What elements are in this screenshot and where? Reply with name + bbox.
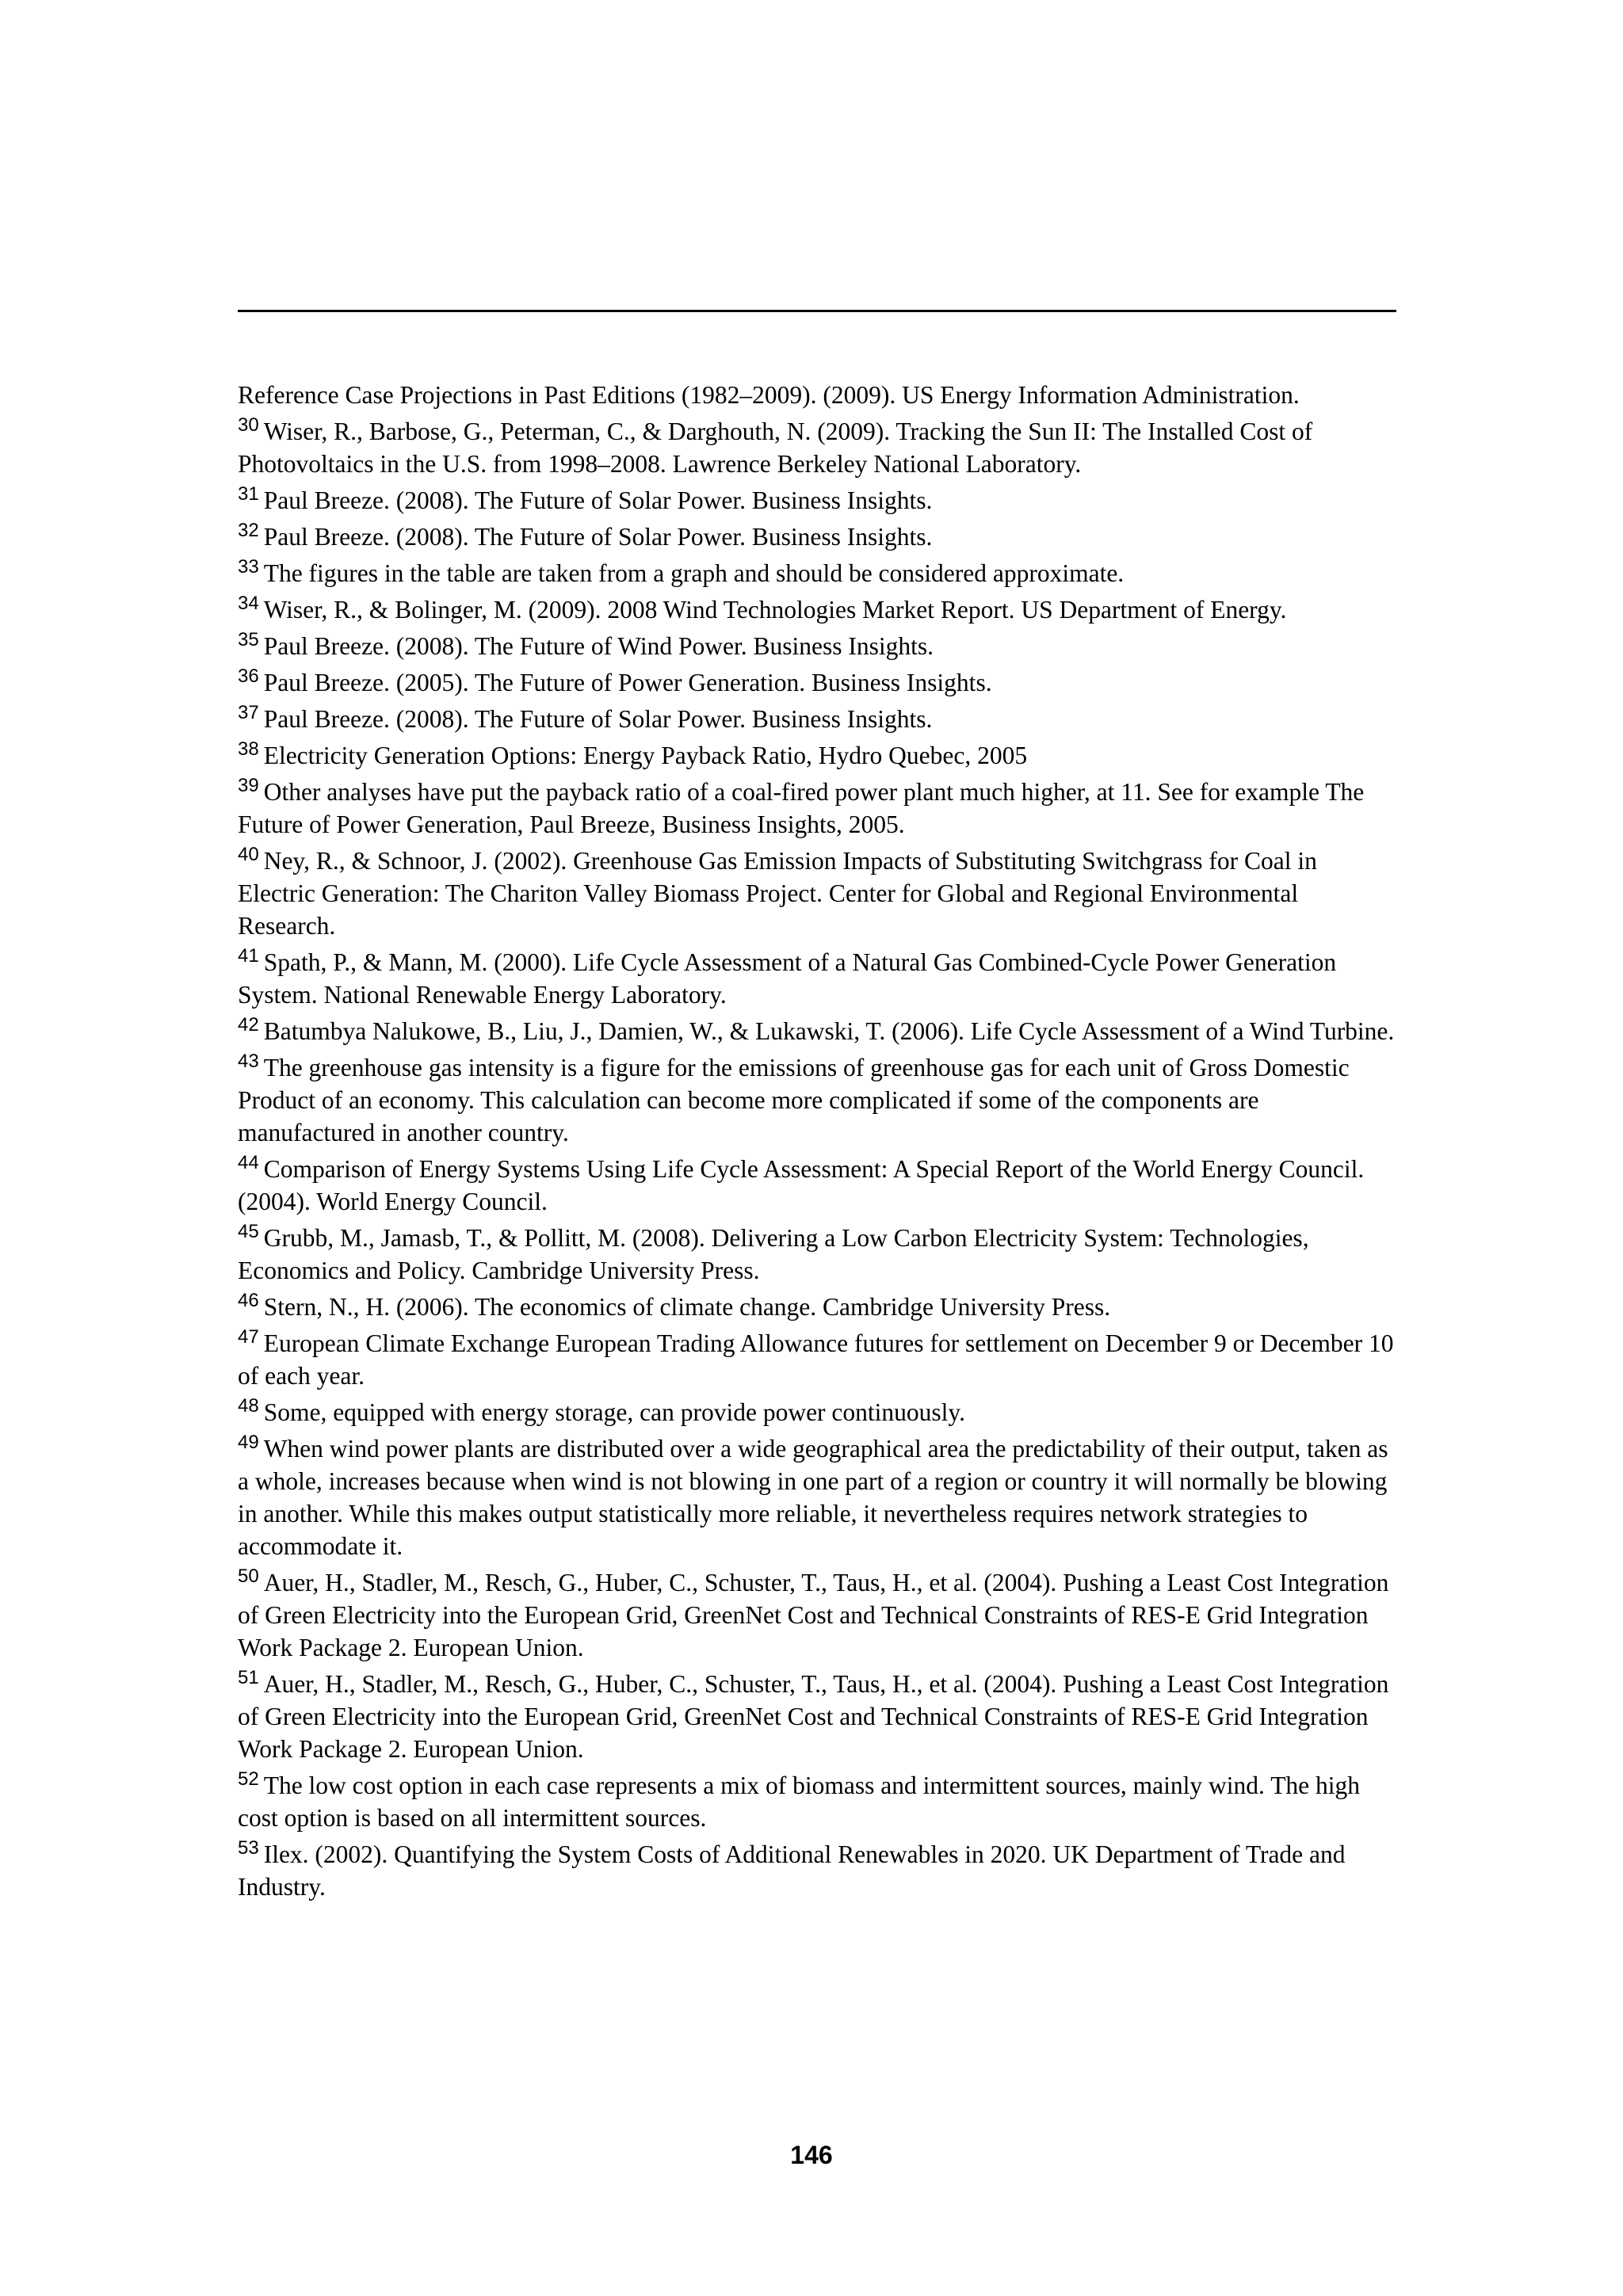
footnote-number: 53 (238, 1836, 259, 1859)
footnote-number: 47 (238, 1325, 259, 1348)
footnote-number: 33 (238, 555, 259, 578)
footnote-number: 31 (238, 482, 259, 505)
footnote-text: When wind power plants are distributed over a wide geographical area the predictability of their output, taken as a whole, increases because when wind is not blowing in one part of a region or country it will normally be blowing in another. While this makes output statistically more reliable, it nevertheless requires network strategies to accommodate it. (238, 1435, 1388, 1560)
footnote-text: Paul Breeze. (2008). The Future of Wind Power. Business Insights. (263, 632, 934, 660)
footnote-37 (238, 703, 1396, 735)
footnote-49 (238, 1432, 1396, 1562)
footnote-text: Spath, P., & Mann, M. (2000). Life Cycle Assessment of a Natural Gas Combined-Cycle Power Generation System. National Renewable Energy Laboratory. (238, 948, 1337, 1009)
footnote-33 (238, 557, 1396, 589)
footnote-number: 32 (238, 519, 259, 541)
footnote-text: Paul Breeze. (2008). The Future of Solar Power. Business Insights. (263, 705, 933, 733)
footnote-51 (238, 1668, 1396, 1765)
footnote-text: The greenhouse gas intensity is a figure for the emissions of greenhouse gas for each unit of Gross Domestic Product of an economy. This calculation can become more complicated if some of the components are manufactured in another country. (238, 1054, 1350, 1146)
footnote-number: 45 (238, 1220, 259, 1242)
footnote-34 (238, 593, 1396, 626)
footnote-number: 39 (238, 774, 259, 796)
footnote-43 (238, 1051, 1396, 1149)
footnote-text: Paul Breeze. (2008). The Future of Solar Power. Business Insights. (263, 523, 933, 551)
footnote-text: Comparison of Energy Systems Using Life Cycle Assessment: A Special Report of the World Energy Council. (2004). World Energy Council. (238, 1155, 1365, 1215)
footnote-number: 30 (238, 414, 259, 436)
footnote-number: 34 (238, 592, 259, 614)
footnote-50 (238, 1566, 1396, 1664)
footnote-48 (238, 1396, 1396, 1428)
footnote-text: Electricity Generation Options: Energy Payback Ratio, Hydro Quebec, 2005 (263, 742, 1028, 769)
footnote-52 (238, 1769, 1396, 1834)
footnote-number: 36 (238, 665, 259, 687)
footnote-number: 46 (238, 1289, 259, 1311)
footnote-text: Ilex. (2002). Quantifying the System Costs of Additional Renewables in 2020. UK Department of Trade and Industry. (238, 1840, 1346, 1901)
footnote-number: 41 (238, 944, 259, 967)
footnote-text: Wiser, R., & Bolinger, M. (2009). 2008 Wind Technologies Market Report. US Department of Energy. (263, 596, 1287, 624)
footnote-35 (238, 630, 1396, 662)
footnote-40 (238, 845, 1396, 942)
footnote-number: 48 (238, 1394, 259, 1417)
footnote-41 (238, 946, 1396, 1011)
footnote-text: Some, equipped with energy storage, can provide power continuously. (263, 1398, 965, 1426)
footnote-text: Paul Breeze. (2005). The Future of Power Generation. Business Insights. (263, 669, 992, 696)
footnote-text: Batumbya Nalukowe, B., Liu, J., Damien, W., & Lukawski, T. (2006). Life Cycle Assessment of a Wind Turbine. (263, 1017, 1395, 1045)
footnote-30 (238, 415, 1396, 480)
footnote-number: 42 (238, 1013, 259, 1035)
footnote-list (238, 415, 1396, 1903)
footnote-text: Auer, H., Stadler, M., Resch, G., Huber, C., Schuster, T., Taus, H., et al. (2004). Pushing a Least Cost Integration of Green Electricity into the European Grid, GreenNet Cost and Technical Constraints of RES-E Grid Integration Work Package 2. European Union. (238, 1569, 1389, 1661)
footnote-46 (238, 1291, 1396, 1323)
footnotes-section (238, 379, 1396, 1907)
footnote-number: 51 (238, 1666, 259, 1688)
footnote-number: 52 (238, 1768, 259, 1790)
footnote-text: Stern, N., H. (2006). The economics of climate change. Cambridge University Press. (263, 1293, 1111, 1321)
footnote-text: Other analyses have put the payback ratio of a coal-fired power plant much higher, at 11. See for example The Future of Power Generation, Paul Breeze, Business Insights, 2005. (238, 778, 1365, 838)
footnote-text: Paul Breeze. (2008). The Future of Solar Power. Business Insights. (263, 486, 933, 514)
footnote-36 (238, 666, 1396, 699)
footnote-number: 49 (238, 1431, 259, 1453)
page-number: 146 (790, 2141, 833, 2169)
footnote-text: European Climate Exchange European Trading Allowance futures for settlement on December 9 or December 10 of each year. (238, 1329, 1394, 1390)
footnote-number: 44 (238, 1151, 259, 1173)
footnote-text: The figures in the table are taken from a graph and should be considered approximate. (263, 559, 1125, 587)
footnote-number: 40 (238, 843, 259, 865)
footnote-45 (238, 1222, 1396, 1287)
footnote-number: 35 (238, 628, 259, 650)
footnote-number: 38 (238, 738, 259, 760)
footnote-continuation: Reference Case Projections in Past Editions (1982–2009). (2009). US Energy Information Administration. (238, 381, 1300, 409)
footnote-32 (238, 521, 1396, 553)
footnote-38 (238, 739, 1396, 772)
footnote-text: Auer, H., Stadler, M., Resch, G., Huber, C., Schuster, T., Taus, H., et al. (2004). Pushing a Least Cost Integration of Green Electricity into the European Grid, GreenNet Cost and Technical Constraints of RES-E Grid Integration Work Package 2. European Union. (238, 1670, 1389, 1763)
footnote-31 (238, 484, 1396, 517)
footnote-text: The low cost option in each case represents a mix of biomass and intermittent sources, mainly wind. The high cost option is based on all intermittent sources. (238, 1772, 1361, 1832)
footnote-number: 50 (238, 1565, 259, 1587)
footnote-44 (238, 1153, 1396, 1218)
footnote-47 (238, 1327, 1396, 1392)
footnote-number: 37 (238, 701, 259, 723)
footnote-42 (238, 1015, 1396, 1047)
footnote-text: Grubb, M., Jamasb, T., & Pollitt, M. (2008). Delivering a Low Carbon Electricity System: Technologies, Economics and Policy. Cambridge University Press. (238, 1224, 1309, 1284)
footnote-number: 43 (238, 1050, 259, 1072)
footnote-53 (238, 1838, 1396, 1903)
footnote-text: Ney, R., & Schnoor, J. (2002). Greenhouse Gas Emission Impacts of Substituting Switchgrass for Coal in Electric Generation: The Chariton Valley Biomass Project. Center for Global and Regional Environmental Research. (238, 847, 1317, 940)
footnote-39 (238, 776, 1396, 841)
footnote-separator-rule (238, 310, 1396, 312)
footnote-text: Wiser, R., Barbose, G., Peterman, C., & Darghouth, N. (2009). Tracking the Sun II: The Installed Cost of Photovoltaics in the U.S. from 1998–2008. Lawrence Berkeley National Laboratory. (238, 418, 1313, 478)
